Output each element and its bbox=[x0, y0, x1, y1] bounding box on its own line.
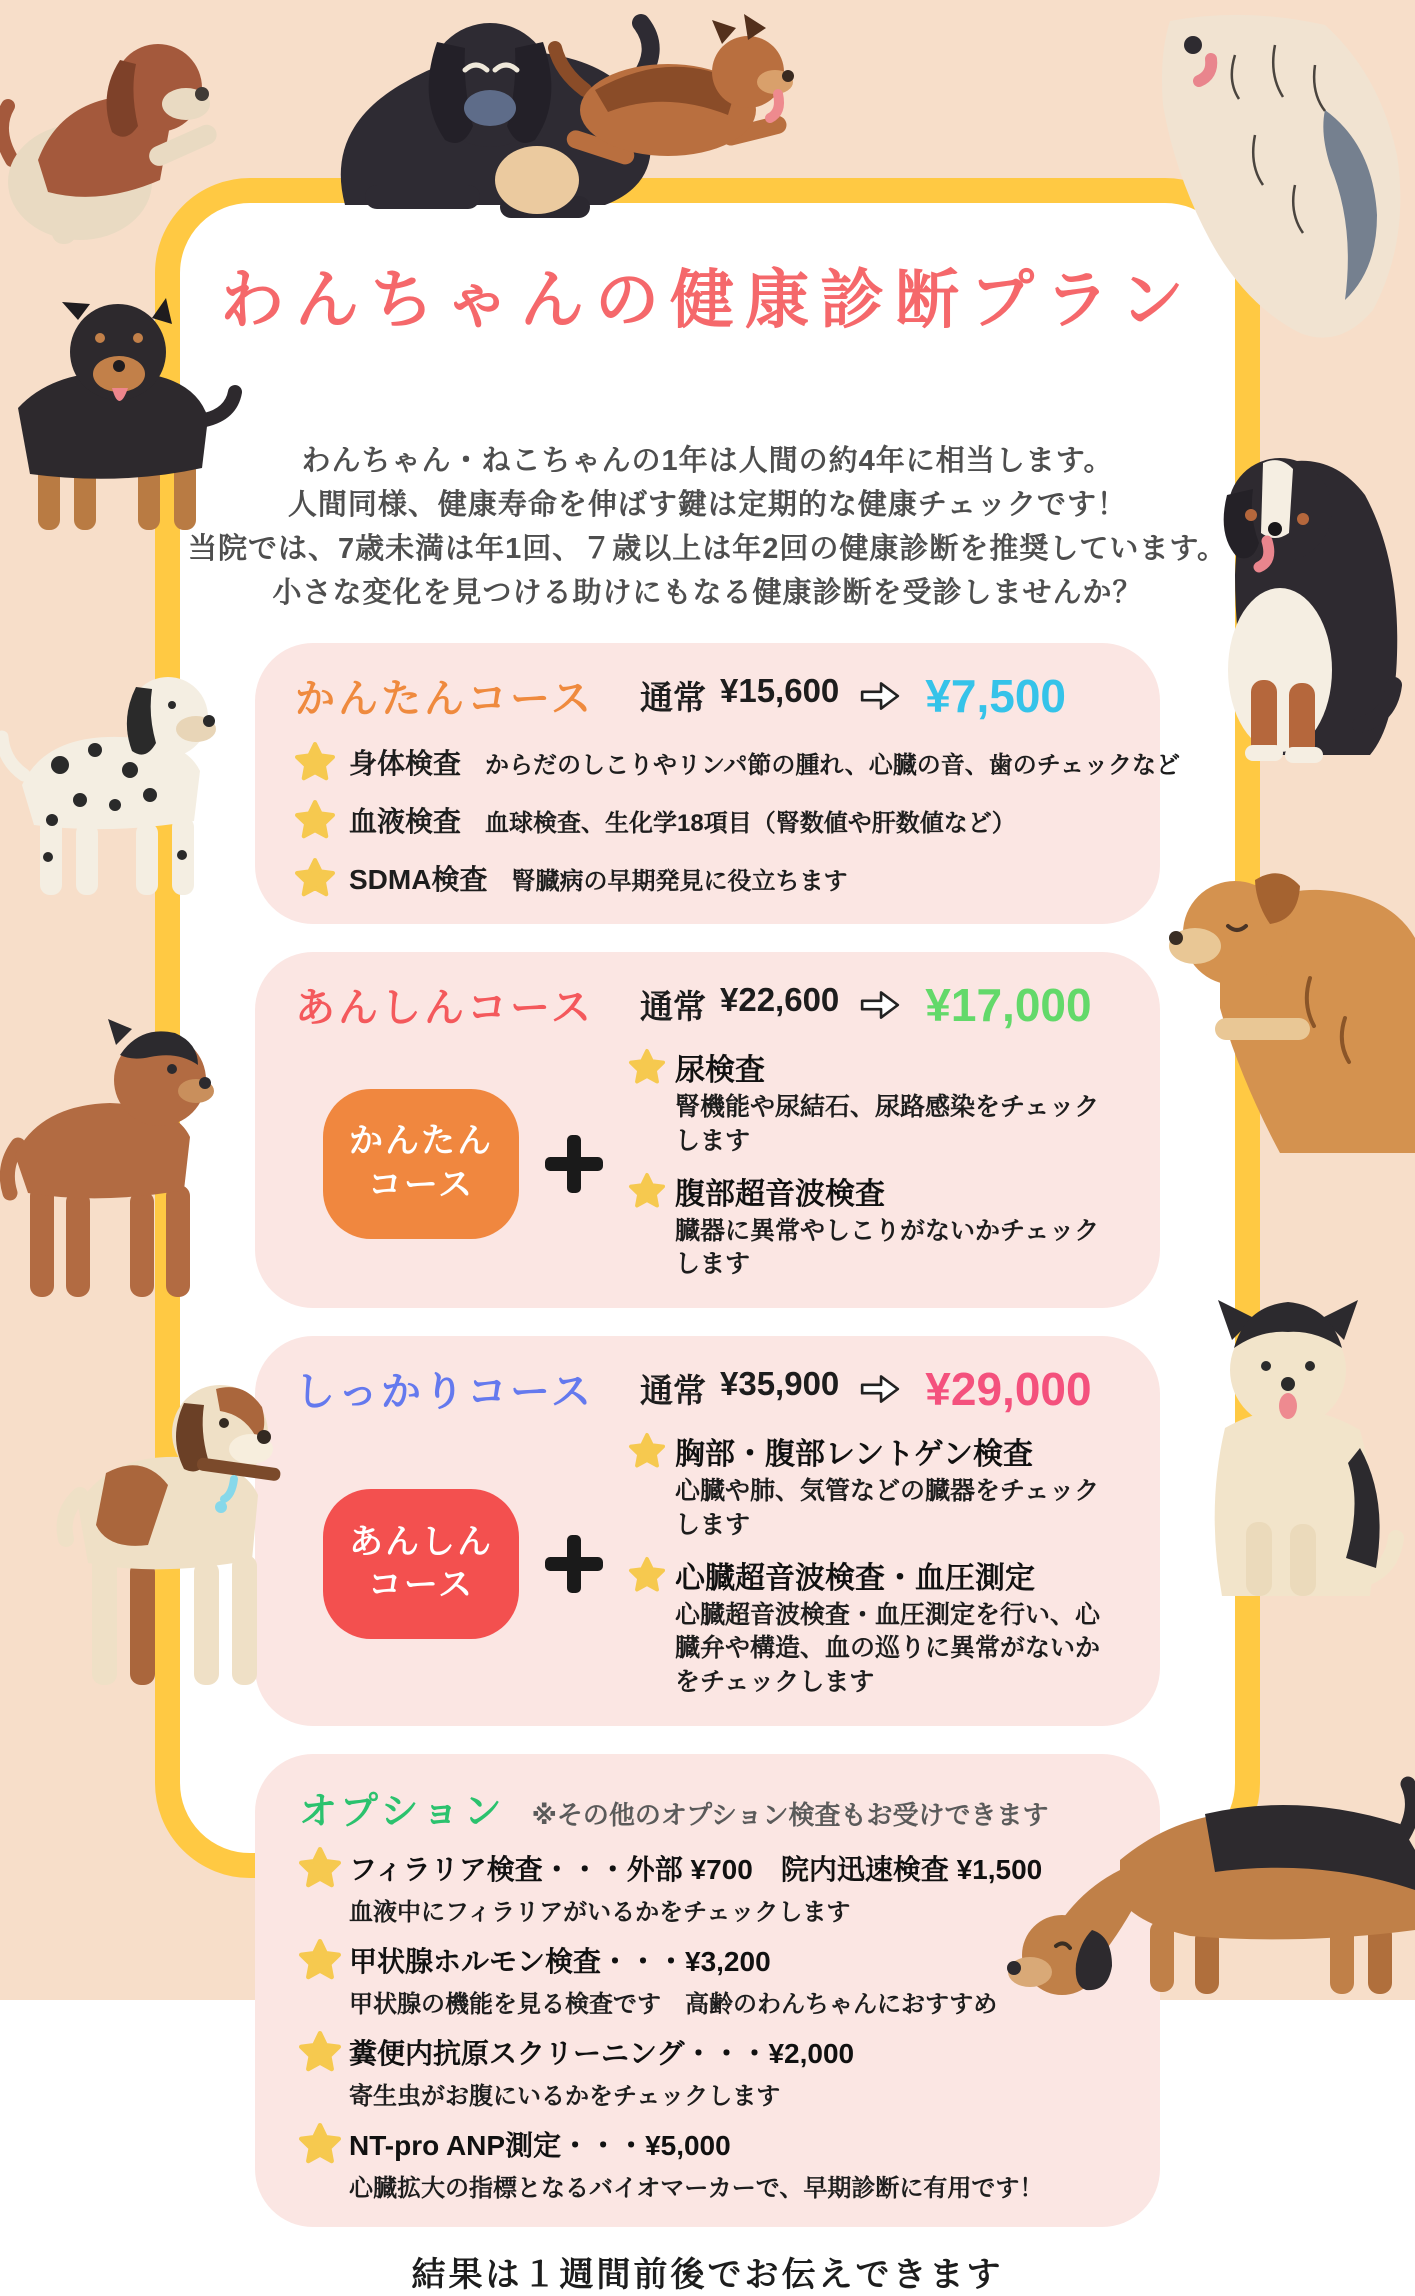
course-extra-items bbox=[629, 1429, 1120, 1700]
intro-paragraph bbox=[188, 439, 1227, 615]
course-item-label: SDMA検査 bbox=[349, 864, 488, 895]
course-item bbox=[295, 858, 1120, 898]
regular-price-value: ¥15,600 bbox=[720, 672, 840, 709]
course-item-label: 胸部・腹部レントゲン検査 bbox=[675, 1438, 1034, 1471]
course-name: あんしんコース bbox=[295, 986, 594, 1030]
plus-icon bbox=[545, 1135, 603, 1193]
dog-illustration-rottweiler-standing bbox=[0, 290, 235, 545]
star-icon bbox=[299, 1847, 341, 1889]
course-item-desc: 腎機能や尿結石、尿路感染をチェックします bbox=[675, 1093, 1100, 1155]
dog-illustration-brown-dog-standing bbox=[0, 985, 208, 1330]
course-item-desc: 心臓や肺、気管などの臓器をチェックします bbox=[675, 1477, 1100, 1539]
page-title: わんちゃんの健康診断プラン bbox=[220, 264, 1195, 336]
star-icon bbox=[295, 800, 335, 840]
course-section-shikkari bbox=[255, 1336, 1160, 1726]
star-icon bbox=[629, 1049, 665, 1085]
course-item-desc: からだのしこりやリンパ節の腫れ、心臓の音、歯のチェックなど bbox=[485, 751, 1181, 779]
option-item-desc: 心臓拡大の指標となるバイオマーカーで、早期診断に有用です！ bbox=[349, 2174, 1044, 2202]
course-name: しっかりコース bbox=[295, 1370, 594, 1414]
option-item-desc: 寄生虫がお腹にいるかをチェックします bbox=[349, 2082, 781, 2110]
options-header bbox=[299, 1780, 1116, 1835]
course-item-desc: 心臓超音波検査・血圧測定を行い、心臓弁や構造、血の巡りに異常がないかをチェックします bbox=[675, 1600, 1101, 1696]
option-item bbox=[299, 1847, 1116, 1927]
star-icon bbox=[295, 742, 335, 782]
base-course-line: あんしん bbox=[349, 1522, 493, 1561]
course-item-desc: 血球検査、生化学18項目（腎数値や肝数値など） bbox=[485, 809, 1016, 837]
dog-illustration-bernese-sitting bbox=[1165, 425, 1415, 770]
course-item-label: 心臓超音波検査・血圧測定 bbox=[675, 1561, 1035, 1595]
course-section-kantan bbox=[255, 643, 1181, 924]
intro-line: 人間同様、健康寿命を伸ばす鍵は定期的な健康チェックです！ bbox=[287, 489, 1128, 521]
dog-illustration-husky-sitting bbox=[1170, 1278, 1415, 1608]
course-header bbox=[295, 667, 1120, 724]
dog-illustration-beagle-sniffing bbox=[1000, 1740, 1415, 2000]
course-item-label: 腹部超音波検査 bbox=[675, 1177, 885, 1211]
course-item-label: 血液検査 bbox=[349, 806, 462, 837]
course-item bbox=[629, 1045, 1120, 1159]
base-course-chip bbox=[323, 1089, 519, 1239]
option-item-label: 甲状腺ホルモン検査・・・¥3,200 bbox=[349, 1945, 771, 1977]
regular-price bbox=[640, 1365, 839, 1412]
discount-price: ¥7,500 bbox=[925, 669, 1066, 722]
regular-price bbox=[640, 981, 839, 1028]
dog-illustration-spaniel-sitting bbox=[0, 10, 235, 245]
option-item bbox=[299, 2031, 1116, 2111]
regular-price-value: ¥22,600 bbox=[720, 981, 840, 1018]
star-icon bbox=[629, 1173, 665, 1209]
star-icon bbox=[629, 1557, 665, 1593]
star-icon bbox=[299, 2031, 341, 2073]
rightwards-white-arrow-icon bbox=[859, 1373, 901, 1405]
base-course-line: コース bbox=[367, 1165, 475, 1204]
course-combo bbox=[295, 1045, 1120, 1282]
option-item-label: 糞便内抗原スクリーニング・・・¥2,000 bbox=[349, 2037, 855, 2069]
regular-price-value: ¥35,900 bbox=[720, 1365, 840, 1402]
course-item bbox=[629, 1429, 1120, 1543]
dog-illustration-st-bernard-with-stick bbox=[48, 1345, 283, 1735]
course-item-label: 身体検査 bbox=[349, 748, 462, 779]
dog-illustration-tan-dog-lying bbox=[1160, 828, 1415, 1153]
course-item bbox=[295, 800, 1120, 840]
star-icon bbox=[629, 1433, 665, 1469]
base-course-line: かんたん bbox=[349, 1121, 493, 1160]
course-combo bbox=[295, 1429, 1120, 1700]
star-icon bbox=[299, 2123, 341, 2165]
rightwards-white-arrow-icon bbox=[859, 989, 901, 1021]
base-course-line: コース bbox=[367, 1566, 475, 1605]
star-icon bbox=[295, 858, 335, 898]
dog-illustration-brown-dog-running bbox=[550, 10, 800, 185]
discount-price: ¥29,000 bbox=[925, 1362, 1092, 1415]
dog-illustration-dalmatian-standing bbox=[0, 635, 228, 930]
regular-price-label: 通常 bbox=[640, 988, 706, 1025]
footer-note: 結果は１週間前後でお伝えできます bbox=[411, 2255, 1004, 2294]
regular-price-label: 通常 bbox=[640, 679, 706, 716]
discount-price: ¥17,000 bbox=[925, 978, 1092, 1031]
plus-icon bbox=[545, 1535, 603, 1593]
option-item-desc: 血液中にフィラリアがいるかをチェックします bbox=[349, 1898, 851, 1926]
intro-line: 小さな変化を見つける助けにもなる健康診断を受診しませんか？ bbox=[272, 577, 1143, 609]
star-icon bbox=[299, 1939, 341, 1981]
course-item bbox=[629, 1169, 1120, 1283]
course-header bbox=[295, 976, 1120, 1033]
course-item-desc: 腎臓病の早期発見に役立ちます bbox=[511, 867, 848, 895]
regular-price bbox=[640, 672, 839, 719]
rightwards-white-arrow-icon bbox=[859, 680, 901, 712]
course-item-desc: 臓器に異常やしこりがないかチェックします bbox=[675, 1216, 1100, 1279]
course-extra-items bbox=[629, 1045, 1120, 1282]
intro-line: わんちゃん・ねこちゃんの1年は人間の約4年に相当します。 bbox=[301, 445, 1114, 477]
course-item bbox=[295, 742, 1181, 782]
course-item bbox=[629, 1553, 1120, 1700]
flyer-card bbox=[155, 178, 1260, 2294]
options-note: ※その他のオプション検査もお受けできます bbox=[531, 1799, 1049, 1830]
options-title: オプション bbox=[299, 1790, 506, 1833]
option-item bbox=[299, 2123, 1116, 2203]
regular-price-label: 通常 bbox=[640, 1372, 706, 1409]
dog-illustration-sheepdog-hanging bbox=[1115, 15, 1415, 345]
intro-line: 当院では、7歳未満は年1回、７歳以上は年2回の健康診断を推奨しています。 bbox=[187, 533, 1228, 565]
option-item bbox=[299, 1939, 1116, 2019]
option-item-label: フィラリア検査・・・外部 ¥700 院内迅速検査 ¥1,500 bbox=[349, 1853, 1043, 1885]
course-header bbox=[295, 1360, 1120, 1417]
option-item-desc: 甲状腺の機能を見る検査です 高齢のわんちゃんにおすすめ bbox=[349, 1990, 998, 2018]
base-course-chip bbox=[323, 1489, 519, 1639]
course-section-anshin bbox=[255, 952, 1160, 1308]
course-item-label: 尿検査 bbox=[675, 1054, 765, 1087]
course-name: かんたんコース bbox=[295, 677, 594, 721]
option-item-label: NT-pro ANP測定・・・¥5,000 bbox=[349, 2129, 731, 2161]
